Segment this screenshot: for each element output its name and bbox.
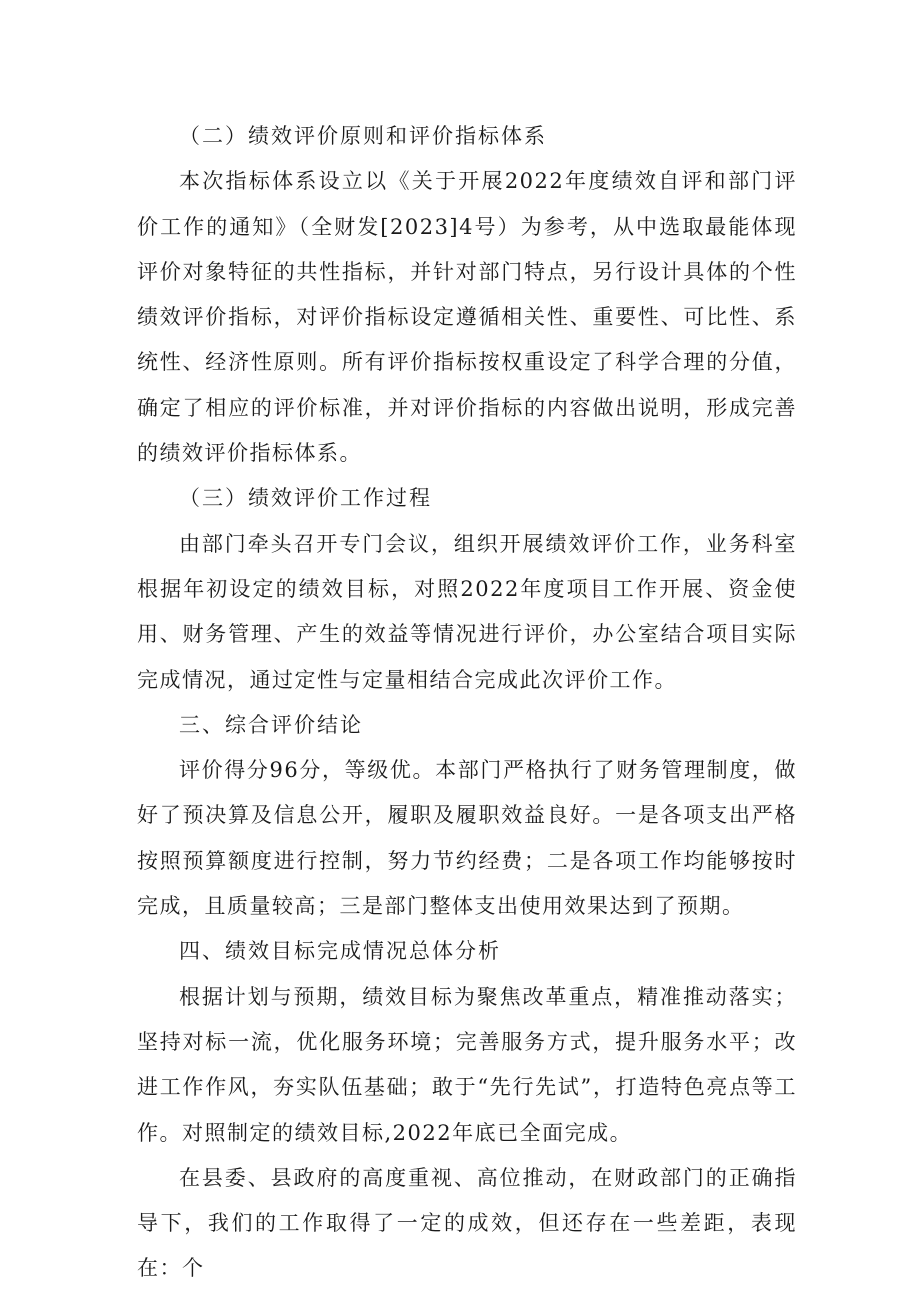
paragraph-process: 由部门牵头召开专门会议，组织开展绩效评价工作，业务科室根据年初设定的绩效目标，对照2022年度项目工作开展、资金使用、财务管理、产生的效益等情况进行评价，办公室结合项目实际完成情况，通过定性与定量相结合完成此次评价工作。 [137, 531, 797, 692]
paragraph-goal-analysis: 根据计划与预期，绩效目标为聚焦改革重点，精准推动落实；坚持对标一流，优化服务环境；完善服务方式，提升服务水平；改进工作作风，夯实队伍基础；敢于“先行先试”，打造特色亮点等工作。对照制定的绩效目标,2022年底已全面完成。 [137, 984, 797, 1145]
document-body [137, 114, 797, 1292]
paragraph-principles: 本次指标体系设立以《关于开展2022年度绩效自评和部门评价工作的通知》（全财发[2023]4号）为参考，从中选取最能体现评价对象特征的共性指标，并针对部门特点，另行设计具体的个性绩效评价指标，对评价指标设定遵循相关性、重要性、可比性、系统性、经济性原则。所有评价指标按权重设定了科学合理的分值，确定了相应的评价标准，并对评价指标的内容做出说明，形成完善的绩效评价指标体系。 [137, 169, 797, 466]
paragraph-conclusion: 评价得分96分，等级优。本部门严格执行了财务管理制度，做好了预决算及信息公开，履职及履职效益良好。一是各项支出严格按照预算额度进行控制，努力节约经费；二是各项工作均能够按时完成，且质量较高；三是部门整体支出使用效果达到了预期。 [137, 758, 797, 919]
section-heading-goal-analysis: 四、绩效目标完成情况总体分析 [179, 939, 501, 964]
section-heading-principles: （二）绩效评价原则和评价指标体系 [179, 124, 547, 148]
section-heading-process: （三）绩效评价工作过程 [179, 486, 432, 511]
section-heading-conclusion: 三、综合评价结论 [179, 712, 363, 737]
paragraph-shortcomings: 在县委、县政府的高度重视、高位推动，在财政部门的正确指导下，我们的工作取得了一定的成效，但还存在一些差距，表现在：个 [137, 1165, 797, 1281]
